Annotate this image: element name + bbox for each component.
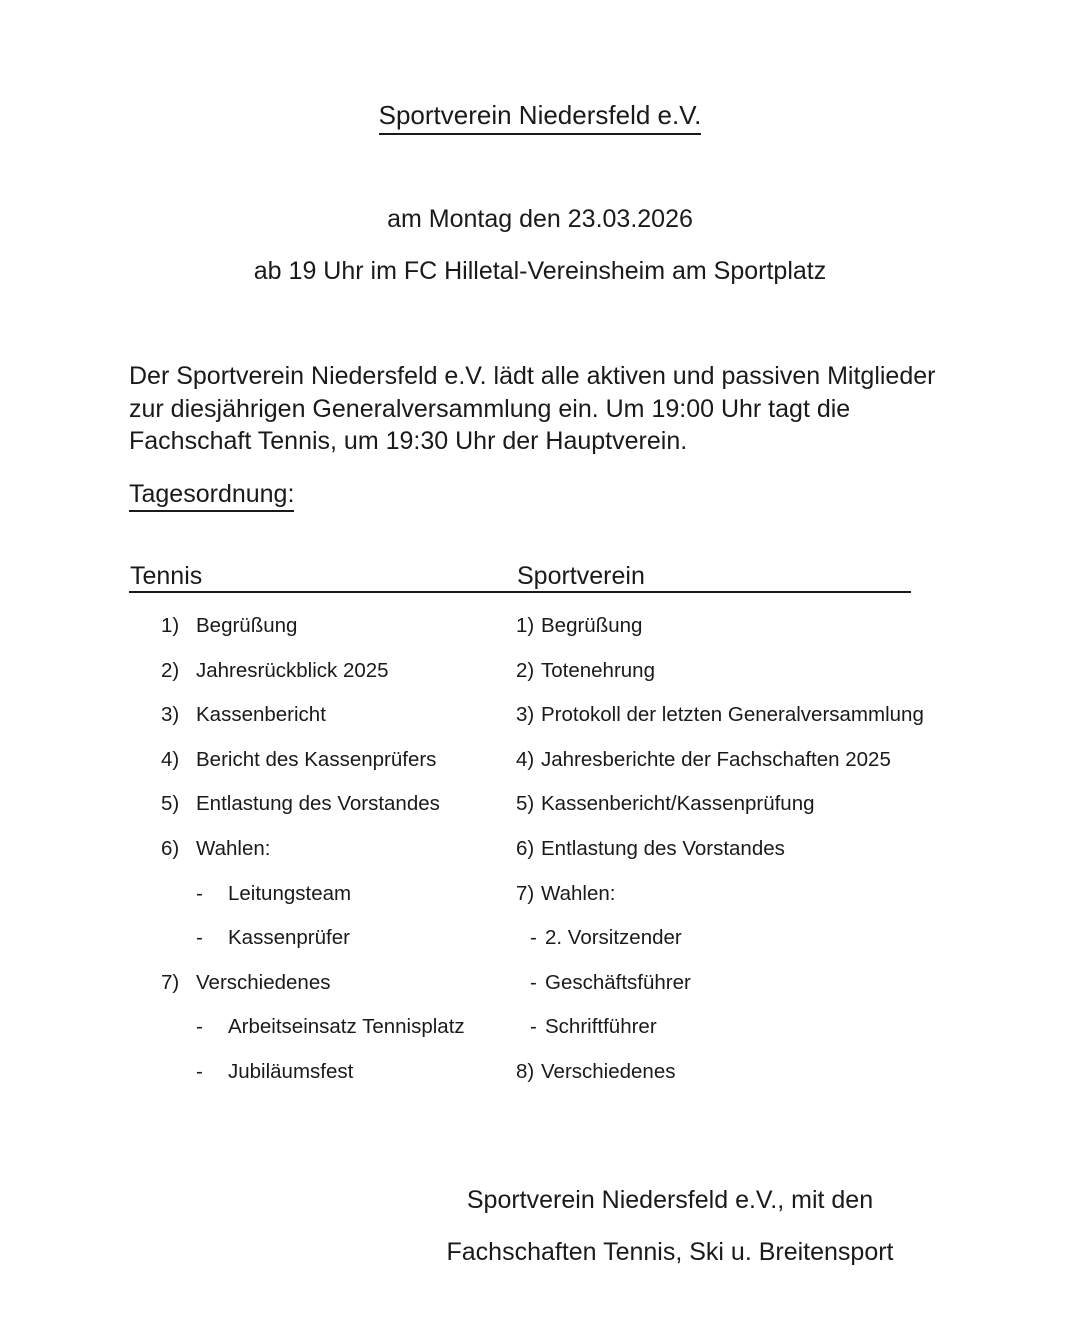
item-text: Entlastung des Vorstandes bbox=[541, 836, 785, 860]
item-text: Schriftführer bbox=[545, 1015, 657, 1039]
agenda-row bbox=[161, 1060, 991, 1105]
agenda-item-sportverein bbox=[516, 659, 655, 683]
agenda-row bbox=[161, 837, 991, 882]
item-text: Wahlen: bbox=[196, 836, 271, 860]
item-marker: - bbox=[196, 926, 203, 950]
item-text: 2. Vorsitzender bbox=[545, 926, 682, 950]
item-marker: - bbox=[196, 881, 203, 905]
item-marker: - bbox=[530, 926, 537, 950]
item-text: Verschiedenes bbox=[541, 1059, 676, 1083]
agenda-item-sportverein bbox=[516, 703, 924, 727]
agenda-item-sportverein bbox=[516, 1060, 675, 1084]
item-text: Kassenbericht bbox=[196, 703, 326, 727]
agenda-item-sportverein bbox=[516, 614, 642, 638]
agenda-row bbox=[161, 614, 991, 659]
closing-block bbox=[240, 1186, 1080, 1267]
agenda-heading bbox=[129, 480, 294, 509]
agenda-item-tennis bbox=[161, 792, 440, 816]
item-marker: 8) bbox=[516, 1059, 535, 1083]
event-location: ab 19 Uhr im FC Hilletal-Vereinsheim am Sportplatz bbox=[253, 257, 827, 285]
item-text: Jubiläumsfest bbox=[228, 1059, 354, 1083]
item-text: Entlastung des Vorstandes bbox=[196, 792, 440, 816]
item-marker: 6) bbox=[161, 836, 180, 860]
item-marker: 7) bbox=[161, 970, 180, 994]
item-text: Verschiedenes bbox=[196, 970, 331, 994]
item-marker: 4) bbox=[161, 747, 180, 771]
item-marker: 1) bbox=[516, 614, 535, 637]
item-text: Jahresrückblick 2025 bbox=[196, 658, 389, 682]
agenda-item-sportverein bbox=[516, 748, 891, 772]
item-marker: 1) bbox=[161, 614, 180, 637]
agenda-subitem-tennis bbox=[161, 882, 351, 906]
agenda-row bbox=[161, 971, 991, 1016]
agenda-item-sportverein bbox=[516, 882, 615, 906]
document-title bbox=[0, 100, 1080, 130]
column-header-tennis: Tennis bbox=[130, 562, 203, 590]
item-text: Begrüßung bbox=[541, 614, 643, 637]
item-text: Wahlen: bbox=[541, 881, 616, 905]
column-header-row bbox=[129, 563, 911, 593]
item-text: Kassenbericht/Kassenprüfung bbox=[541, 792, 815, 816]
agenda-heading-text: Tagesordnung: bbox=[129, 480, 294, 512]
agenda-subitem-sportverein bbox=[516, 971, 691, 995]
item-text: Bericht des Kassenprüfers bbox=[196, 747, 437, 771]
agenda-item-tennis bbox=[161, 837, 270, 861]
item-marker: 6) bbox=[516, 836, 535, 860]
item-marker: 3) bbox=[161, 703, 180, 727]
item-text: Geschäftsführer bbox=[545, 970, 691, 994]
agenda-row bbox=[161, 703, 991, 748]
agenda-row bbox=[161, 659, 991, 704]
item-text: Begrüßung bbox=[196, 614, 298, 637]
agenda-list bbox=[161, 614, 991, 1105]
agenda-subitem-tennis bbox=[161, 1015, 465, 1039]
agenda-row bbox=[161, 882, 991, 927]
agenda-row bbox=[161, 748, 991, 793]
closing-line-1: Sportverein Niedersfeld e.V., mit den bbox=[466, 1186, 874, 1214]
agenda-subitem-sportverein bbox=[516, 926, 682, 950]
agenda-subitem-sportverein bbox=[516, 1015, 657, 1039]
item-marker: 3) bbox=[516, 703, 535, 727]
item-text: Jahresberichte der Fachschaften 2025 bbox=[541, 747, 891, 771]
agenda-item-tennis bbox=[161, 614, 297, 638]
item-marker: - bbox=[530, 1015, 537, 1039]
item-text: Arbeitseinsatz Tennisplatz bbox=[228, 1015, 465, 1039]
closing-line-2: Fachschaften Tennis, Ski u. Breitensport bbox=[446, 1238, 894, 1266]
item-marker: 5) bbox=[516, 792, 535, 816]
item-marker: - bbox=[530, 970, 537, 994]
item-marker: - bbox=[196, 1059, 203, 1083]
agenda-item-tennis bbox=[161, 703, 326, 727]
item-text: Totenehrung bbox=[541, 658, 655, 682]
event-date: am Montag den 23.03.2026 bbox=[387, 205, 693, 233]
item-marker: 2) bbox=[516, 658, 535, 682]
agenda-subitem-tennis bbox=[161, 926, 350, 950]
agenda-subitem-tennis bbox=[161, 1060, 353, 1084]
item-text: Leitungsteam bbox=[228, 881, 352, 905]
intro-paragraph: Der Sportverein Niedersfeld e.V. lädt alle aktiven und passiven Mitglieder zur diesjährigen Generalversammlung ein. Um 19:00 Uhr tagt die Fachschaft Tennis, um 19:30 Uhr der Hauptverein. bbox=[129, 362, 936, 455]
agenda-row bbox=[161, 792, 991, 837]
item-text: Kassenprüfer bbox=[228, 926, 350, 950]
document-title-text: Sportverein Niedersfeld e.V. bbox=[379, 100, 702, 135]
agenda-item-tennis bbox=[161, 971, 330, 995]
item-marker: 5) bbox=[161, 792, 180, 816]
agenda-row bbox=[161, 926, 991, 971]
item-marker: 7) bbox=[516, 881, 535, 905]
item-marker: 4) bbox=[516, 747, 535, 771]
agenda-item-sportverein bbox=[516, 792, 815, 816]
agenda-item-sportverein bbox=[516, 837, 785, 861]
item-text: Protokoll der letzten Generalversammlung bbox=[541, 703, 924, 727]
item-marker: - bbox=[196, 1015, 203, 1039]
agenda-row bbox=[161, 1015, 991, 1060]
agenda-item-tennis bbox=[161, 659, 389, 683]
item-marker: 2) bbox=[161, 658, 180, 682]
column-header-sportverein: Sportverein bbox=[517, 562, 645, 590]
agenda-item-tennis bbox=[161, 748, 436, 772]
